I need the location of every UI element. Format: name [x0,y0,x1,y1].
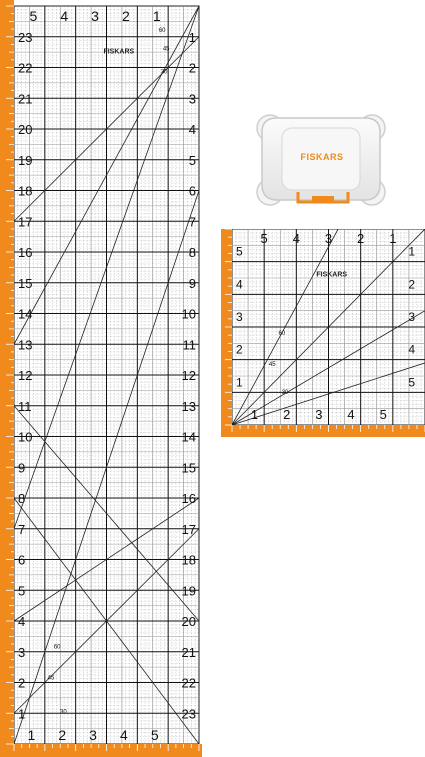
left-number: 1 [236,375,243,390]
bottom-number: 3 [89,727,97,743]
left-number: 14 [18,306,33,322]
right-number: 8 [188,245,196,260]
right-number: 19 [181,583,196,599]
small-ruler-bottom-edge [221,425,425,437]
bottom-number: 1 [250,407,259,422]
left-number: 20 [18,122,33,137]
right-number: 11 [182,337,196,353]
left-number: 13 [18,337,33,353]
angle-label: 30 [160,69,168,76]
right-number: 20 [181,614,196,629]
left-number: 8 [18,491,26,506]
right-number: 4 [408,342,415,357]
right-number: 2 [408,277,415,292]
left-number: 16 [18,245,33,260]
bottom-number: 2 [283,407,291,422]
left-number: 5 [236,244,243,259]
right-number: 3 [188,91,196,107]
right-number: 16 [181,491,196,506]
left-number: 17 [18,214,33,230]
right-number: 5 [408,375,415,390]
left-number: 9 [18,460,26,476]
right-number: 14 [181,429,196,445]
bottom-number: 5 [379,407,387,422]
right-number: 13 [181,398,196,414]
top-number: 3 [91,8,99,24]
small-ruler-left-edge [221,229,232,437]
top-number: 5 [29,8,38,24]
left-number: 2 [18,675,26,691]
right-number: 7 [188,214,196,230]
brand-logo: FISKARS [316,271,348,279]
left-number: 4 [18,614,26,629]
left-number: 18 [18,183,33,199]
right-number: 18 [181,552,196,568]
right-number: 3 [408,310,415,324]
right-number: 12 [181,368,196,383]
brand-logo: FISKARS [103,48,135,56]
small-ruler [221,229,425,437]
top-number: 1 [389,231,397,246]
right-number: 1 [408,244,415,259]
left-number: 22 [18,60,33,76]
angle-label: 45 [47,675,55,682]
top-number: 4 [60,8,69,24]
angle-label: 45 [268,362,276,369]
left-number: 19 [18,152,33,168]
top-number: 3 [324,231,333,246]
large-ruler-graphic [0,0,202,757]
bottom-number: 5 [150,727,159,743]
left-number: 11 [18,398,32,414]
left-number: 3 [236,310,243,324]
right-number: 23 [181,706,196,722]
left-number: 2 [236,342,243,357]
bottom-number: 2 [58,727,67,743]
left-number: 23 [18,29,33,45]
small-ruler-graphic [221,229,425,437]
right-number: 6 [188,183,196,199]
left-number: 12 [18,368,33,383]
handle-brand-logo: FISKARS [300,152,344,162]
angle-label: 45 [162,46,170,53]
top-number: 2 [357,231,365,246]
large-ruler [0,0,202,757]
right-number: 21 [181,644,196,660]
right-number: 22 [181,675,196,691]
ruler-handle [252,110,392,210]
large-ruler-bottom-edge [0,744,202,757]
left-number: 21 [18,91,33,107]
top-number: 2 [122,8,130,24]
left-number: 3 [18,644,26,660]
top-number: 1 [152,8,161,24]
left-number: 7 [18,521,26,537]
bottom-number: 3 [315,407,323,422]
bottom-number: 4 [347,407,355,422]
left-number: 5 [18,583,26,599]
right-number: 5 [188,152,196,168]
right-number: 4 [188,122,196,137]
right-number: 15 [181,460,196,476]
right-number: 10 [181,306,196,322]
angle-label: 30 [59,709,67,716]
angle-label: 60 [278,331,286,338]
right-number: 2 [188,60,196,76]
bottom-number: 1 [27,727,36,743]
right-number: 17 [181,521,196,537]
left-number: 15 [18,275,33,291]
left-number: 1 [18,706,26,722]
angle-label: 60 [158,28,166,35]
right-number: 9 [188,275,196,291]
left-number: 10 [18,429,33,445]
top-number: 5 [260,231,268,246]
top-number: 4 [292,231,300,246]
right-number: 1 [188,29,196,45]
left-number: 6 [18,552,26,568]
angle-label: 60 [53,644,61,651]
left-number: 4 [236,277,243,292]
angle-label: 30 [281,389,289,396]
bottom-number: 4 [120,727,128,743]
